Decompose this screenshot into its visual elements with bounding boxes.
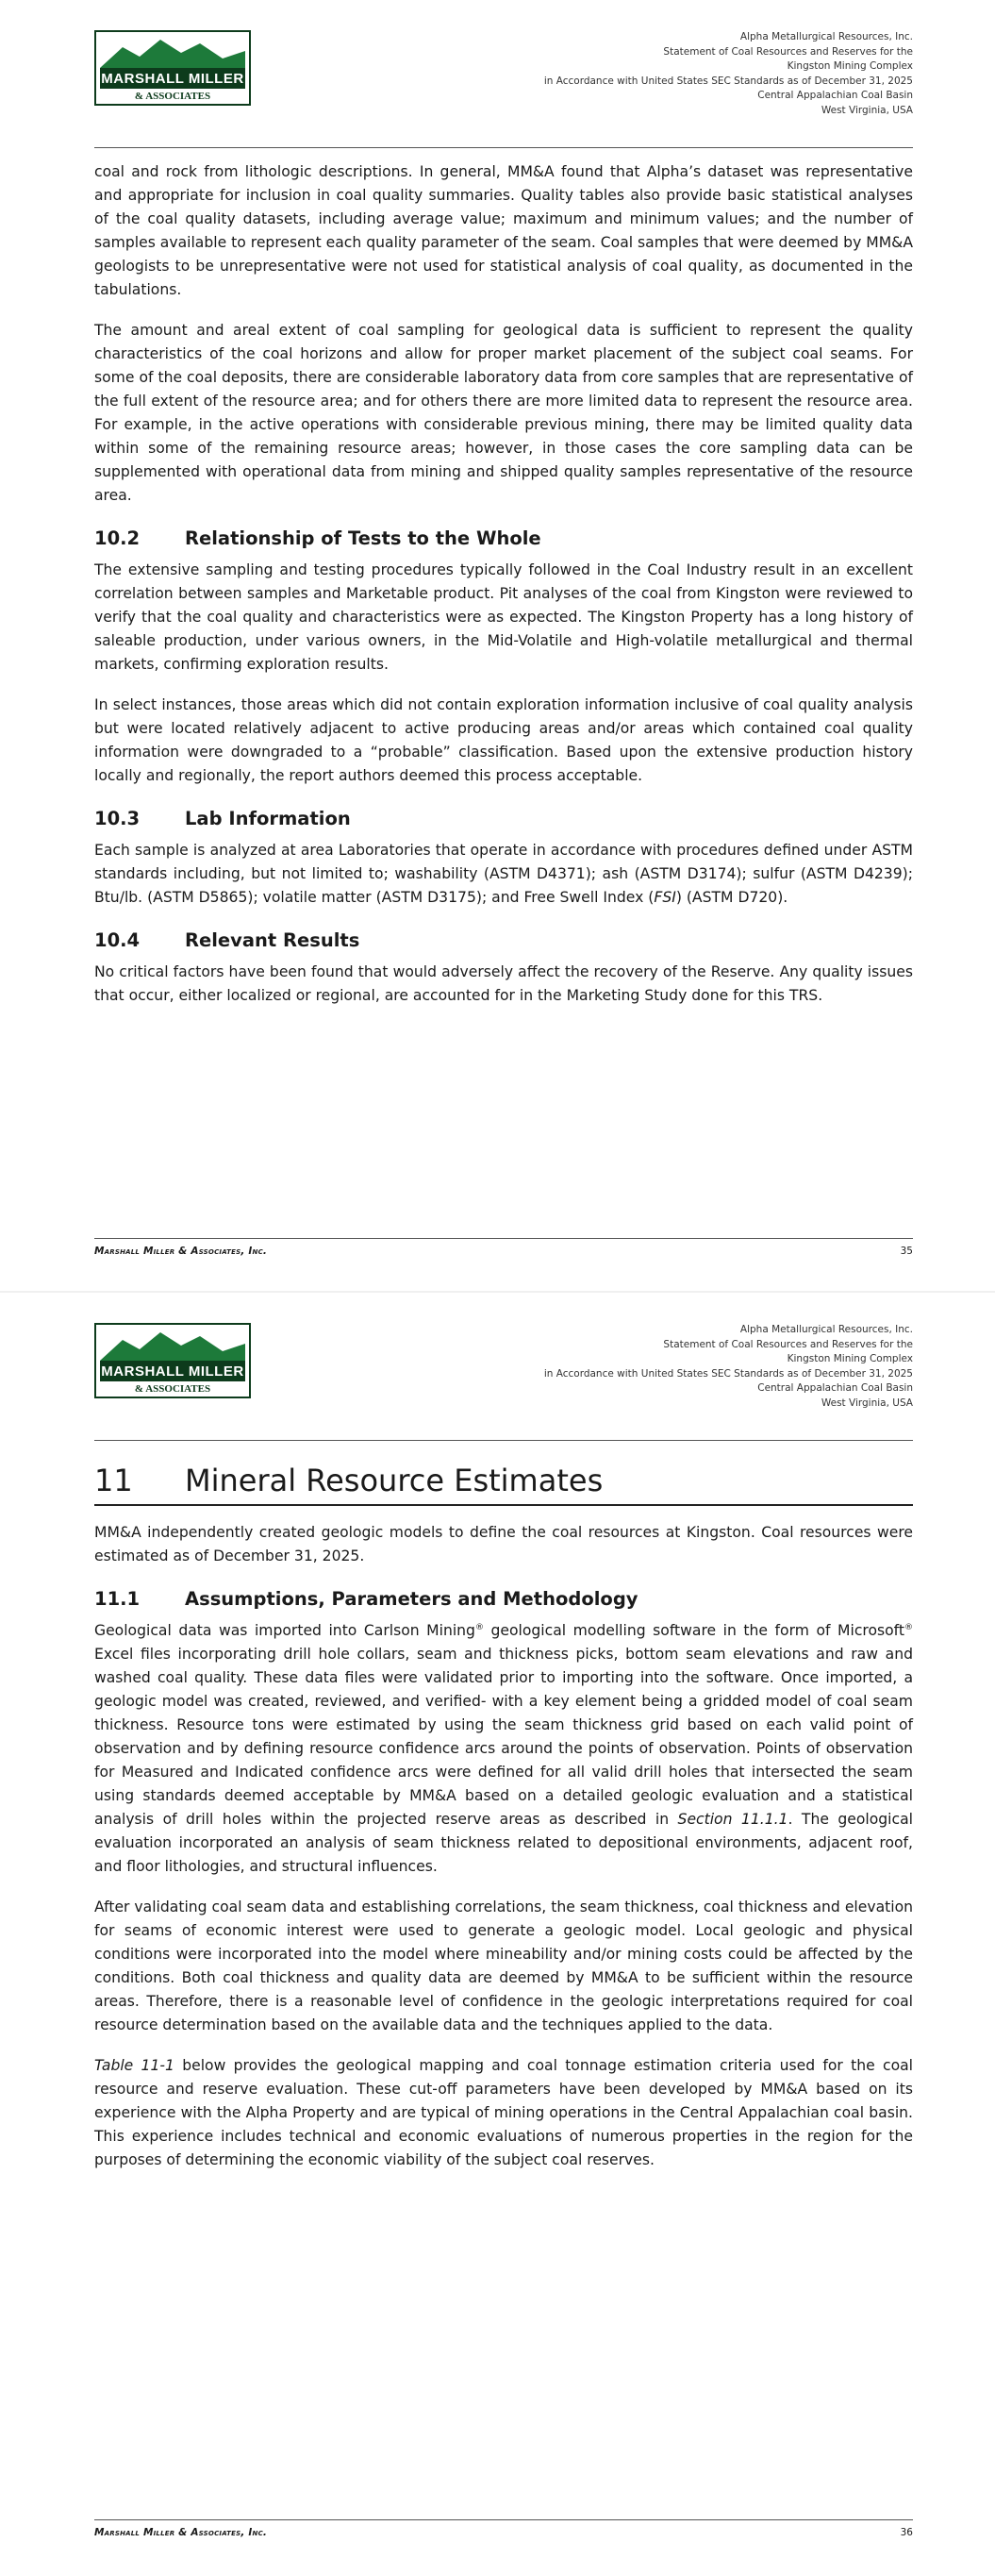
header-standard: in Accordance with United States SEC Standards as of December 31, 2025 xyxy=(543,75,913,87)
page-header xyxy=(94,1319,913,1441)
header-complex: Kingston Mining Complex xyxy=(787,60,913,72)
page-header xyxy=(94,26,913,148)
mma-logo xyxy=(94,1323,251,1398)
paragraph: Each sample is analyzed at area Laboratories that operate in accordance with procedures defined under ASTM standards including, but not limited to; washability (ASTM D4371); ash (ASTM D3174); sulfur (ASTM D4239); Btu/lb. (ASTM D5865); volatile matter (ASTM D3175); and Free Swell Index (FSI) (ASTM D720). xyxy=(94,842,913,906)
section-heading-11-1 xyxy=(94,1585,913,1614)
footer-firm-name: Marshall Miller & Associates, Inc. xyxy=(94,1246,268,1257)
page-number: 35 xyxy=(900,1246,913,1257)
table-reference: Table 11-1 xyxy=(94,2057,174,2074)
page-body xyxy=(94,160,913,1025)
header-basin: Central Appalachian Coal Basin xyxy=(757,90,913,101)
header-basin: Central Appalachian Coal Basin xyxy=(757,1382,913,1394)
chapter-number: 11 xyxy=(94,1463,133,1498)
page-number: 36 xyxy=(900,2527,913,2538)
footer-firm-name: Marshall Miller & Associates, Inc. xyxy=(94,2527,268,2538)
logo-wordmark: MARSHALL MILLER xyxy=(101,1363,244,1380)
section-title: Relationship of Tests to the Whole xyxy=(185,527,541,549)
header-complex: Kingston Mining Complex xyxy=(787,1353,913,1364)
page-36 xyxy=(0,1293,995,2576)
fsi-term: FSI xyxy=(654,889,676,906)
section-heading-10-2 xyxy=(94,525,913,553)
registered-mark: ® xyxy=(904,1622,913,1632)
header-text xyxy=(544,1323,913,1411)
logo-subtext: & ASSOCIATES xyxy=(134,1383,211,1395)
header-company: Alpha Metallurgical Resources, Inc. xyxy=(739,31,913,42)
page-body xyxy=(94,1459,913,2189)
header-standard: in Accordance with United States SEC Standards as of December 31, 2025 xyxy=(543,1367,913,1380)
mma-logo xyxy=(94,30,251,106)
header-location: West Virginia, USA xyxy=(821,104,913,116)
section-number: 10.3 xyxy=(94,808,141,829)
section-title: Relevant Results xyxy=(185,929,360,951)
paragraph: The amount and areal extent of coal sampling for geological data is sufficient to represent the quality characteristics of the coal horizons and allow for proper market placement of the subject coal seams. For some of the coal deposits, there are considerable laboratory data from core samples that are representative of the full extent of the resource area; and for others there are more limited data to represent the resource area. For example, in the active operations with considerable previous mining, there may be limited quality data within some of the remaining resource areas; however, in those cases the core sampling data can be supplemented with operational data from mining and shipped quality samples representative of the resource area. xyxy=(94,322,913,504)
section-number: 11.1 xyxy=(94,1588,141,1610)
paragraph: MM&A independently created geologic models to define the coal resources at Kingston. Coal resources were estimated as of December 31, 2025. xyxy=(94,1524,913,1564)
header-company: Alpha Metallurgical Resources, Inc. xyxy=(739,1324,913,1335)
paragraph: After validating coal seam data and establishing correlations, the seam thickness, coal thickness and elevation for seams of economic interest were used to generate a geologic model. Local geologic and physical conditions were incorporated into the model where mineability and/or mining costs could be affected by the conditions. Both coal thickness and quality data are deemed by MM&A to be sufficient within the resource areas. Therefore, there is a reasonable level of confidence in the geologic interpretations required for coal resource determination based on the available data and the techniques applied to the data. xyxy=(94,1899,913,2033)
chapter-heading-11 xyxy=(94,1459,913,1506)
section-number: 10.4 xyxy=(94,929,141,951)
paragraph: coal and rock from lithologic descriptions. In general, MM&A found that Alpha’s dataset was representative and appropriate for inclusion in coal quality summaries. Quality tables also provide basic statistical analyses of the coal quality datasets, including average value; maximum and minimum values; and the number of samples available to represent each quality parameter of the seam. Coal samples that were deemed by MM&A geologists to be unrepresentative were not used for statistical analysis of coal quality, as documented in the tabulations. xyxy=(94,163,913,298)
header-report-title: Statement of Coal Resources and Reserves for the xyxy=(663,45,913,58)
paragraph: The extensive sampling and testing procedures typically followed in the Coal Industry result in an excellent correlation between samples and Marketable product. Pit analyses of the coal from Kingston were reviewed to verify that the coal quality and characteristics were as expected. The Kingston Property has a long history of saleable production, under various owners, in the Mid-Volatile and High-volatile metallurgical and thermal markets, confirming exploration results. xyxy=(94,561,913,673)
section-number: 10.2 xyxy=(94,527,141,549)
header-report-title: Statement of Coal Resources and Reserves for the xyxy=(663,1338,913,1350)
logo-subtext: & ASSOCIATES xyxy=(134,91,211,102)
header-location: West Virginia, USA xyxy=(821,1397,913,1409)
section-reference: Section 11.1.1 xyxy=(677,1811,788,1828)
paragraph: Table 11-1 below provides the geological mapping and coal tonnage estimation criteria used for the coal resource and reserve evaluation. These cut-off parameters have been developed by MM&A based on its experience with the Alpha Property and are typical of mining operations in the Central Appalachian coal basin. This experience includes technical and economic evaluations of numerous properties in the region for the purposes of determining the economic viability of the subject coal reserves. xyxy=(94,2057,913,2168)
paragraph: Geological data was imported into Carlson Mining® geological modelling software in the form of Microsoft® Excel files incorporating drill hole collars, seam and thickness picks, bottom seam elevations and raw and washed coal quality. These data files were validated prior to importing into the software. Once imported, a geologic model was created, reviewed, and verified- with a key element being a gridded model of coal seam thickness. Resource tons were estimated by using the seam thickness grid based on each valid point of observation and by defining resource confidence arcs around the points of observation. Points of observation for Measured and Indicated confidence arcs were defined for all valid drill holes that intersected the seam using standards deemed acceptable by MM&A based on a detailed geologic evaluation and a statistical analysis of drill holes within the projected reserve areas as described in Section 11.1.1. The geological evaluation incorporated an analysis of seam thickness related to depositional environments, adjacent roof, and floor lithologies, and structural influences. xyxy=(94,1622,913,1875)
section-heading-10-4 xyxy=(94,927,913,955)
section-title: Assumptions, Parameters and Methodology xyxy=(185,1588,638,1610)
paragraph: In select instances, those areas which did not contain exploration information inclusive of coal quality analysis but were located relatively adjacent to active producing areas and/or areas which contained coal quality information were downgraded to a “probable” classification. Based upon the extensive production history locally and regionally, the report authors deemed this process acceptable. xyxy=(94,696,913,784)
section-heading-10-3 xyxy=(94,805,913,833)
chapter-title: Mineral Resource Estimates xyxy=(185,1463,604,1498)
paragraph: No critical factors have been found that would adversely affect the recovery of the Reserve. Any quality issues that occur, either localized or regional, are accounted for in the Marketing Study done for this TRS. xyxy=(94,963,913,1004)
header-text xyxy=(544,30,913,118)
registered-mark: ® xyxy=(474,1622,484,1632)
page-footer xyxy=(94,2519,913,2547)
logo-wordmark: MARSHALL MILLER xyxy=(101,71,244,87)
page-footer xyxy=(94,1238,913,1265)
section-title: Lab Information xyxy=(185,808,351,829)
